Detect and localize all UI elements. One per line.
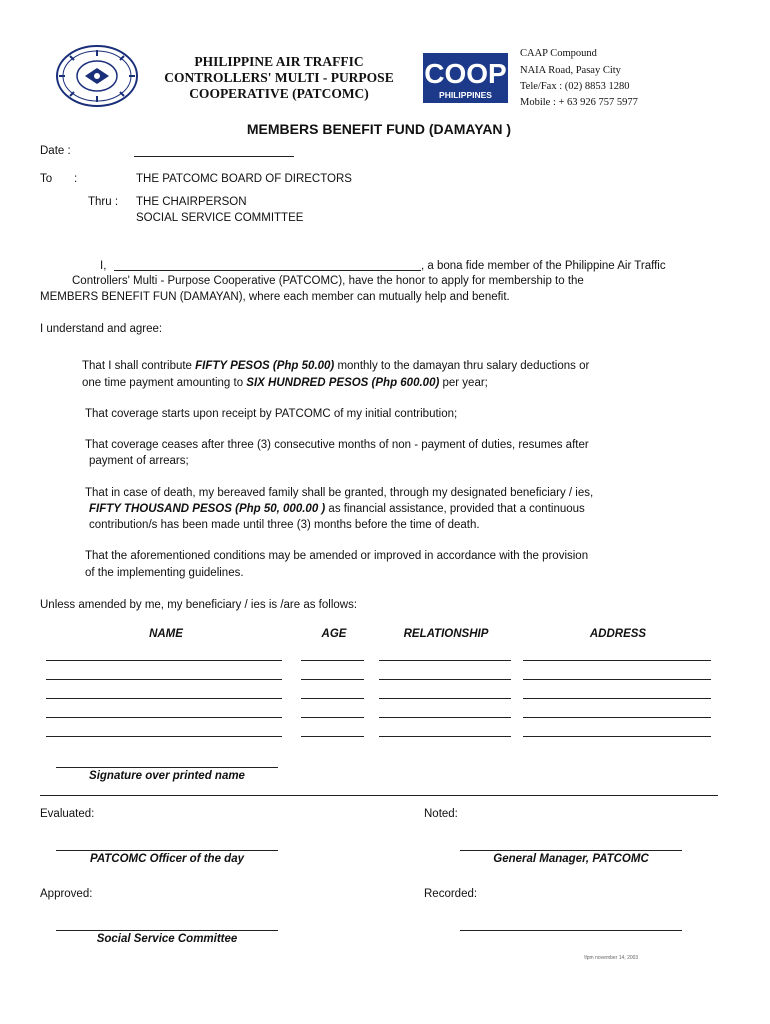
coop-philippines-logo bbox=[423, 53, 508, 103]
beneficiary-3-name-field[interactable] bbox=[46, 698, 282, 699]
org-name-line-3: COOPERATIVE (PATCOMC) bbox=[189, 86, 369, 101]
term-5-line-1: That the aforementioned conditions may be amended or improved in accordance with the provision bbox=[85, 550, 589, 562]
recorded-label: Recorded: bbox=[424, 888, 478, 900]
term-3-line-2: payment of arrears; bbox=[89, 455, 189, 467]
term-1-line-1 bbox=[82, 358, 589, 374]
beneficiary-5-name-field[interactable] bbox=[46, 736, 282, 737]
to-label: To bbox=[40, 173, 53, 185]
beneficiary-2-address-field[interactable] bbox=[523, 679, 711, 680]
term-4-line-2 bbox=[89, 501, 585, 517]
social-service-committee-label: Social Service Committee bbox=[96, 933, 238, 945]
thru-value-1: THE CHAIRPERSON bbox=[136, 196, 247, 208]
thru-value-2: SOCIAL SERVICE COMMITTEE bbox=[136, 212, 304, 224]
to-value: THE PATCOMC BOARD OF DIRECTORS bbox=[136, 173, 352, 185]
beneficiary-3-relationship-field[interactable] bbox=[379, 698, 511, 699]
evaluated-label: Evaluated: bbox=[40, 808, 95, 820]
recorder-signature-field[interactable] bbox=[460, 930, 682, 931]
thru-label: Thru : bbox=[88, 196, 119, 208]
signature-label: Signature over printed name bbox=[89, 770, 245, 782]
section-divider bbox=[40, 795, 718, 796]
beneficiary-1-age-field[interactable] bbox=[301, 660, 364, 661]
term-4-line-3: contribution/s has been made until three (3) months before the time of death. bbox=[89, 519, 480, 531]
application-line-1: , a bona fide member of the Philippine Air Traffic bbox=[421, 260, 666, 272]
beneficiary-5-relationship-field[interactable] bbox=[379, 736, 511, 737]
term-4-benefit-amount: FIFTY THOUSAND PESOS (Php 50, 000.00 ) bbox=[89, 503, 326, 515]
beneficiary-intro: Unless amended by me, my beneficiary / ies is /are as follows: bbox=[40, 599, 358, 611]
term-1-yearly-amount: SIX HUNDRED PESOS (Php 600.00) bbox=[246, 377, 440, 389]
beneficiary-name-header: NAME bbox=[149, 628, 183, 640]
beneficiary-4-name-field[interactable] bbox=[46, 717, 282, 718]
footer-note: \fpm november 14, 2003 bbox=[584, 955, 639, 961]
beneficiary-2-age-field[interactable] bbox=[301, 679, 364, 680]
coop-logo-text: COOP bbox=[424, 58, 507, 89]
beneficiary-2-relationship-field[interactable] bbox=[379, 679, 511, 680]
term-1-text-a: That I shall contribute bbox=[82, 360, 196, 372]
cooperative-seal-logo bbox=[55, 44, 140, 109]
coop-logo-subtext: PHILIPPINES bbox=[439, 90, 492, 100]
applicant-signature-field[interactable] bbox=[56, 767, 278, 768]
org-name-line-1: PHILIPPINE AIR TRAFFIC bbox=[194, 54, 364, 69]
term-1-line-2 bbox=[82, 375, 488, 391]
beneficiary-5-age-field[interactable] bbox=[301, 736, 364, 737]
beneficiary-3-address-field[interactable] bbox=[523, 698, 711, 699]
approved-label: Approved: bbox=[40, 888, 93, 900]
noted-label: Noted: bbox=[424, 808, 458, 820]
beneficiary-4-age-field[interactable] bbox=[301, 717, 364, 718]
date-label: Date : bbox=[40, 145, 71, 157]
contact-address-2: NAIA Road, Pasay City bbox=[520, 65, 621, 76]
term-1-monthly-amount: FIFTY PESOS (Php 50.00) bbox=[195, 360, 335, 372]
general-manager-signature-field[interactable] bbox=[460, 850, 682, 851]
application-line-2: Controllers' Multi - Purpose Cooperative (PATCOMC), have the honor to apply for membership to the bbox=[72, 275, 584, 287]
beneficiary-5-address-field[interactable] bbox=[523, 736, 711, 737]
beneficiary-1-relationship-field[interactable] bbox=[379, 660, 511, 661]
term-5-line-2: of the implementing guidelines. bbox=[85, 567, 244, 579]
beneficiary-4-relationship-field[interactable] bbox=[379, 717, 511, 718]
to-colon: : bbox=[74, 173, 78, 185]
contact-telefax: Tele/Fax : (02) 8853 1280 bbox=[520, 81, 630, 92]
term-2: That coverage starts upon receipt by PATCOMC of my initial contribution; bbox=[85, 408, 458, 420]
beneficiary-1-name-field[interactable] bbox=[46, 660, 282, 661]
term-1-text-f: per year; bbox=[439, 377, 488, 389]
term-4-text-c: as financial assistance, provided that a continuous bbox=[325, 503, 585, 515]
beneficiary-1-address-field[interactable] bbox=[523, 660, 711, 661]
beneficiary-age-header: AGE bbox=[321, 628, 347, 640]
term-1-text-d: one time payment amounting to bbox=[82, 377, 247, 389]
contact-address-1: CAAP Compound bbox=[520, 48, 597, 59]
org-name-line-2: CONTROLLERS' MULTI - PURPOSE bbox=[164, 70, 394, 85]
applicant-i-label: I, bbox=[100, 260, 107, 272]
officer-label: PATCOMC Officer of the day bbox=[90, 853, 244, 865]
contact-mobile: Mobile : + 63 926 757 5977 bbox=[520, 97, 638, 108]
term-1-text-c: monthly to the damayan thru salary deductions or bbox=[334, 360, 590, 372]
form-title: MEMBERS BENEFIT FUND (DAMAYAN ) bbox=[246, 121, 512, 137]
approver-signature-field[interactable] bbox=[56, 930, 278, 931]
beneficiary-4-address-field[interactable] bbox=[523, 717, 711, 718]
beneficiary-relationship-header: RELATIONSHIP bbox=[403, 628, 489, 640]
organization-name bbox=[140, 54, 418, 102]
agree-intro: I understand and agree: bbox=[40, 323, 163, 335]
term-3-line-1: That coverage ceases after three (3) consecutive months of non - payment of duties, resumes after bbox=[85, 439, 589, 451]
general-manager-label: General Manager, PATCOMC bbox=[493, 853, 649, 865]
applicant-name-field[interactable] bbox=[114, 270, 421, 271]
date-field[interactable] bbox=[134, 156, 294, 157]
beneficiary-3-age-field[interactable] bbox=[301, 698, 364, 699]
term-4-line-1: That in case of death, my bereaved family shall be granted, through my designated beneficiary / ies, bbox=[85, 487, 594, 499]
beneficiary-2-name-field[interactable] bbox=[46, 679, 282, 680]
application-line-3: MEMBERS BENEFIT FUN (DAMAYAN), where each member can mutually help and benefit. bbox=[40, 291, 510, 303]
officer-signature-field[interactable] bbox=[56, 850, 278, 851]
beneficiary-address-header: ADDRESS bbox=[589, 628, 647, 640]
